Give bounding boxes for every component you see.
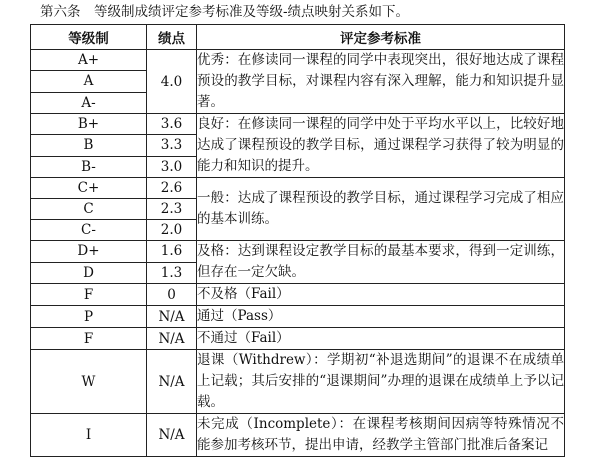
criteria-cell: 未完成（Incomplete）：在课程考核期间因病等特殊情况不能参加考核环节，提出申请，经教学主管部门批准后备案记 — [197, 414, 565, 457]
grade-mapping-table — [30, 24, 565, 457]
criteria-cell: 通过（Pass） — [197, 306, 565, 328]
table-row — [31, 306, 565, 328]
article-heading: 第六条 等级制成绩评定参考标准及等级-绩点映射关系如下。 — [40, 4, 410, 20]
table-row — [31, 328, 565, 350]
criteria-cell: 及格：达到课程设定教学目标的最基本要求，得到一定训练，但存在一定欠缺。 — [197, 241, 565, 284]
points-cell: 1.3 — [147, 262, 197, 284]
column-header-criteria: 评定参考标准 — [197, 25, 565, 50]
grade-cell: C — [31, 199, 147, 220]
grade-cell: A- — [31, 92, 147, 113]
criteria-cell: 不通过（Fail） — [197, 328, 565, 350]
criteria-cell: 良好：在修读同一课程的同学中处于平均水平以上，比较好地达成了课程预设的教学目标，通过课程学习获得了较为明显的能力和知识的提升。 — [197, 114, 565, 178]
points-cell: 3.0 — [147, 156, 197, 177]
table-row — [31, 284, 565, 306]
grade-cell: B+ — [31, 114, 147, 135]
grade-cell: A+ — [31, 50, 147, 71]
grade-cell: F — [31, 328, 147, 350]
points-cell: N/A — [147, 306, 197, 328]
points-cell: 4.0 — [147, 50, 197, 114]
column-header-grade: 等级制 — [31, 25, 147, 50]
table-row — [31, 178, 565, 199]
criteria-cell: 一般：达成了课程预设的教学目标，通过课程学习完成了相应的基本训练。 — [197, 178, 565, 241]
grade-cell: A — [31, 71, 147, 92]
table-row — [31, 414, 565, 457]
grade-cell: I — [31, 414, 147, 457]
points-cell: 3.6 — [147, 114, 197, 135]
grade-cell: B — [31, 135, 147, 156]
table-row — [31, 241, 565, 263]
points-cell: 2.3 — [147, 199, 197, 220]
grade-cell: D — [31, 262, 147, 284]
points-cell: 3.3 — [147, 135, 197, 156]
points-cell: 2.0 — [147, 220, 197, 241]
table-row — [31, 114, 565, 135]
points-cell: 2.6 — [147, 178, 197, 199]
criteria-cell: 不及格（Fail） — [197, 284, 565, 306]
points-cell: N/A — [147, 328, 197, 350]
grade-cell: P — [31, 306, 147, 328]
grade-cell: F — [31, 284, 147, 306]
grade-cell: C+ — [31, 178, 147, 199]
points-cell: N/A — [147, 414, 197, 457]
grade-cell: W — [31, 350, 147, 414]
grade-cell: D+ — [31, 241, 147, 263]
points-cell: 1.6 — [147, 241, 197, 263]
criteria-cell: 退课（Withdrew）：学期初“补退选期间”的退课不在成绩单上记载；其后安排的“退课期间”办理的退课在成绩单上予以记载。 — [197, 350, 565, 414]
table-header-row — [31, 25, 565, 50]
column-header-points: 绩点 — [147, 25, 197, 50]
criteria-cell: 优秀：在修读同一课程的同学中表现突出，很好地达成了课程预设的教学目标，对课程内容有深入理解，能力和知识提升显著。 — [197, 50, 565, 114]
table-row — [31, 50, 565, 71]
table-row — [31, 350, 565, 414]
points-cell: N/A — [147, 350, 197, 414]
points-cell: 0 — [147, 284, 197, 306]
grade-cell: C- — [31, 220, 147, 241]
grade-cell: B- — [31, 156, 147, 177]
